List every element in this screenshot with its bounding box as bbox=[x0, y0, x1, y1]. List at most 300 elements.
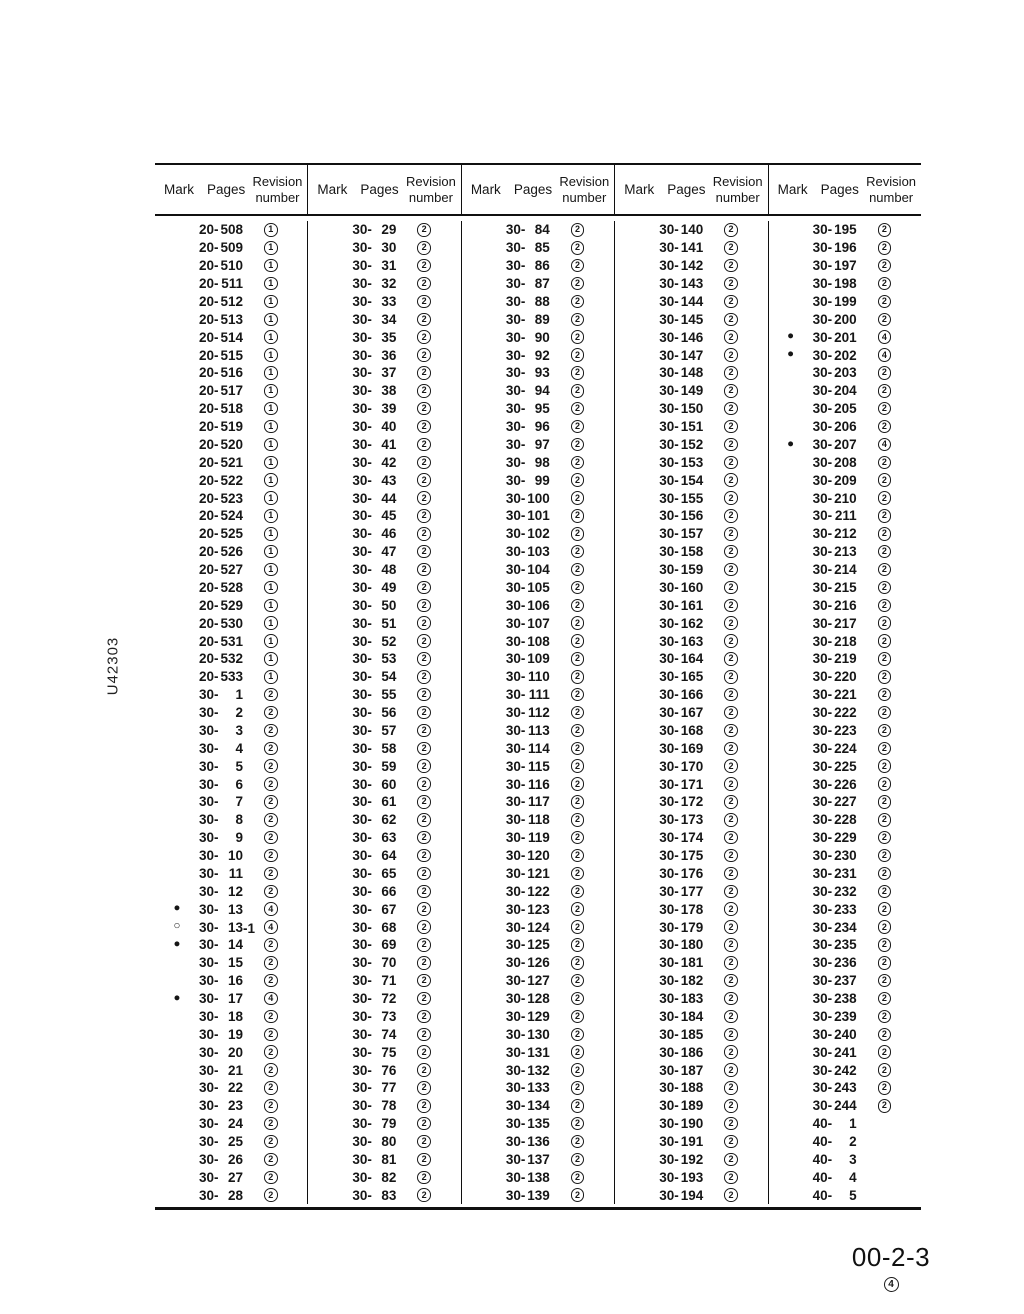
revision-number-circle: 2 bbox=[417, 616, 431, 630]
page-cell bbox=[813, 330, 857, 345]
page-cell bbox=[199, 991, 243, 1006]
page-prefix: 30- bbox=[812, 436, 833, 452]
revision-number-circle: 2 bbox=[878, 902, 892, 916]
page-cell bbox=[199, 830, 243, 845]
table-row bbox=[615, 489, 767, 507]
page-cell bbox=[352, 491, 396, 506]
page-prefix: 30- bbox=[659, 508, 679, 524]
page-prefix: 30- bbox=[659, 848, 679, 864]
revision-number-circle: 1 bbox=[264, 616, 278, 630]
table-row bbox=[308, 650, 460, 668]
table-row bbox=[462, 972, 614, 990]
page-cell bbox=[352, 723, 396, 738]
table-row bbox=[769, 793, 921, 811]
page-number: 81 bbox=[381, 1151, 397, 1167]
page-number: 530 bbox=[220, 615, 243, 631]
table-row bbox=[615, 1025, 767, 1043]
revision-number-circle: 2 bbox=[571, 1081, 585, 1095]
page-cell bbox=[199, 634, 243, 649]
header-revision-line1: Revision bbox=[712, 174, 763, 190]
page-cell bbox=[199, 705, 243, 720]
revision-number-circle: 2 bbox=[724, 581, 738, 595]
page-prefix: 30- bbox=[352, 1098, 372, 1114]
table-row bbox=[615, 1008, 767, 1026]
page-number: 139 bbox=[527, 1187, 550, 1203]
revision-number-circle: 2 bbox=[264, 867, 278, 881]
revision-number-circle: 2 bbox=[417, 563, 431, 577]
page-prefix: 30- bbox=[505, 669, 526, 685]
table-row bbox=[769, 1133, 921, 1151]
page-cell bbox=[506, 705, 550, 720]
revision-number-circle: 2 bbox=[264, 688, 278, 702]
table-row bbox=[615, 1168, 767, 1186]
table-row bbox=[615, 525, 767, 543]
page-number: 223 bbox=[834, 722, 857, 738]
revision-number-circle: 2 bbox=[417, 885, 431, 899]
page-cell bbox=[352, 1152, 396, 1167]
revision-number-circle: 2 bbox=[571, 223, 585, 237]
page-number: 159 bbox=[680, 562, 704, 578]
table-row bbox=[769, 668, 921, 686]
page-prefix: 30- bbox=[505, 347, 526, 363]
page-prefix: 20- bbox=[199, 544, 219, 560]
table-row bbox=[155, 489, 307, 507]
page-number: 130 bbox=[527, 1026, 550, 1042]
page-cell bbox=[352, 240, 396, 255]
revision-number-circle: 2 bbox=[571, 277, 585, 291]
revision-number-circle: 2 bbox=[264, 1045, 278, 1059]
table-row bbox=[462, 990, 614, 1008]
page-cell bbox=[352, 1063, 396, 1078]
page-cell bbox=[813, 580, 857, 595]
page-cell bbox=[659, 955, 703, 970]
revision-number-circle: 2 bbox=[571, 1028, 585, 1042]
page-cell bbox=[506, 1116, 550, 1131]
table-row bbox=[769, 1168, 921, 1186]
table-row bbox=[769, 882, 921, 900]
revision-number-circle: 2 bbox=[417, 1028, 431, 1042]
revision-number-circle: 2 bbox=[878, 706, 892, 720]
page-prefix: 30- bbox=[199, 883, 219, 899]
revision-number-circle: 2 bbox=[724, 706, 738, 720]
header-mark-label: Mark bbox=[164, 182, 194, 197]
table-row bbox=[462, 364, 614, 382]
revision-number-circle: 2 bbox=[878, 634, 892, 648]
revision-number-circle: 2 bbox=[724, 759, 738, 773]
table-row bbox=[155, 364, 307, 382]
page-number: 240 bbox=[834, 1026, 857, 1042]
table-row bbox=[462, 328, 614, 346]
page-number: 100 bbox=[527, 490, 550, 506]
revision-number-circle: 2 bbox=[417, 992, 431, 1006]
page-number: 115 bbox=[528, 758, 550, 774]
page-number: 107 bbox=[527, 615, 550, 631]
revision-number-circle: 2 bbox=[417, 813, 431, 827]
revision-number-circle: 1 bbox=[264, 670, 278, 684]
page-prefix: 20- bbox=[199, 526, 219, 542]
page-cell bbox=[813, 491, 857, 506]
page-prefix: 30- bbox=[199, 919, 219, 935]
page-number: 24 bbox=[227, 1116, 243, 1132]
table-row bbox=[308, 847, 460, 865]
page-prefix: 30- bbox=[659, 419, 679, 435]
page-prefix: 30- bbox=[812, 830, 833, 846]
revision-number-circle: 1 bbox=[264, 473, 278, 487]
page-prefix: 30- bbox=[505, 293, 526, 309]
page-number: 82 bbox=[381, 1169, 397, 1185]
table-row bbox=[155, 221, 307, 239]
page-prefix: 30- bbox=[352, 1062, 372, 1078]
revision-number-circle: 2 bbox=[878, 742, 892, 756]
page-prefix: 30- bbox=[199, 901, 219, 917]
revision-number-circle: 2 bbox=[724, 956, 738, 970]
page-cell bbox=[506, 294, 550, 309]
header-revision-line1: Revision bbox=[405, 174, 456, 190]
page-prefix: 30- bbox=[199, 722, 219, 738]
page-cell bbox=[659, 1080, 703, 1095]
page-number: 124 bbox=[527, 919, 550, 935]
page-number: 182 bbox=[680, 973, 704, 989]
table-row bbox=[615, 543, 767, 561]
footer-revision-circle: 4 bbox=[884, 1277, 899, 1292]
revision-number-circle: 2 bbox=[571, 1010, 585, 1024]
revision-number-circle: 2 bbox=[571, 742, 585, 756]
table-row bbox=[155, 1097, 307, 1115]
page-number: 28 bbox=[227, 1187, 243, 1203]
page-cell bbox=[813, 1045, 857, 1060]
page-prefix: 30- bbox=[812, 293, 833, 309]
page-cell bbox=[659, 312, 703, 327]
table-row bbox=[615, 418, 767, 436]
page-number: 513 bbox=[220, 311, 243, 327]
page-number: 76 bbox=[381, 1062, 397, 1078]
page-cell bbox=[352, 508, 396, 523]
page-number: 80 bbox=[381, 1134, 397, 1150]
table-row bbox=[769, 221, 921, 239]
table-row bbox=[155, 918, 307, 936]
revision-number-circle: 2 bbox=[571, 831, 585, 845]
table-row bbox=[155, 471, 307, 489]
table-row bbox=[462, 257, 614, 275]
page-prefix: 30- bbox=[352, 740, 372, 756]
page-prefix: 20- bbox=[199, 472, 219, 488]
page-number: 18 bbox=[227, 1008, 243, 1024]
page-number: 111 bbox=[528, 687, 550, 703]
page-cell bbox=[506, 759, 550, 774]
page-prefix: 30- bbox=[812, 490, 833, 506]
page-number: 206 bbox=[834, 419, 857, 435]
page-cell bbox=[199, 741, 243, 756]
page-number: 56 bbox=[381, 705, 397, 721]
table-row bbox=[769, 400, 921, 418]
table-row bbox=[308, 346, 460, 364]
page-prefix: 30- bbox=[505, 1044, 526, 1060]
table-row bbox=[308, 1186, 460, 1204]
table-row bbox=[462, 418, 614, 436]
header-mark-label: Mark bbox=[470, 182, 501, 197]
page-prefix: 30- bbox=[352, 490, 372, 506]
table-row bbox=[155, 293, 307, 311]
page-prefix: 30- bbox=[352, 1151, 372, 1167]
page-prefix: 30- bbox=[812, 651, 833, 667]
page-cell bbox=[659, 473, 703, 488]
table-row bbox=[769, 775, 921, 793]
page-number: 12 bbox=[227, 883, 243, 899]
revision-number-circle: 1 bbox=[264, 545, 278, 559]
revision-number-circle: 2 bbox=[571, 902, 585, 916]
revision-number-circle: 1 bbox=[264, 384, 278, 398]
page-cell bbox=[352, 1009, 396, 1024]
table-row bbox=[615, 775, 767, 793]
page-cell bbox=[659, 580, 703, 595]
page-cell bbox=[199, 1027, 243, 1042]
page-cell bbox=[813, 276, 857, 291]
table-row bbox=[769, 418, 921, 436]
table-row bbox=[308, 739, 460, 757]
page-number: 518 bbox=[220, 401, 243, 417]
page-prefix: 30- bbox=[659, 1080, 679, 1096]
page-number: 169 bbox=[680, 740, 704, 756]
page-cell bbox=[352, 669, 396, 684]
page-number: 128 bbox=[527, 991, 550, 1007]
page-cell bbox=[506, 794, 550, 809]
page-number: 509 bbox=[220, 240, 243, 256]
table-row bbox=[769, 829, 921, 847]
page-cell bbox=[813, 973, 857, 988]
page-number: 134 bbox=[527, 1098, 550, 1114]
page-cell bbox=[506, 973, 550, 988]
page-prefix: 30- bbox=[352, 919, 372, 935]
page-number: 1 bbox=[235, 687, 243, 703]
page-prefix: 30- bbox=[352, 687, 372, 703]
table-row bbox=[308, 328, 460, 346]
page-prefix: 30- bbox=[352, 758, 372, 774]
revision-number-circle: 2 bbox=[417, 1081, 431, 1095]
page-prefix: 30- bbox=[659, 705, 679, 721]
page-number: 202 bbox=[834, 347, 857, 363]
page-cell bbox=[352, 437, 396, 452]
revision-number-circle: 2 bbox=[571, 1188, 585, 1202]
page-prefix: 30- bbox=[812, 329, 833, 345]
header-group bbox=[461, 165, 614, 214]
page-prefix: 30- bbox=[505, 1098, 526, 1114]
page-number: 98 bbox=[534, 454, 550, 470]
page-number: 102 bbox=[527, 526, 550, 542]
table-row bbox=[462, 632, 614, 650]
table-row bbox=[155, 400, 307, 418]
table-row bbox=[155, 614, 307, 632]
page-cell bbox=[659, 1009, 703, 1024]
page-cell bbox=[659, 1063, 703, 1078]
page-cell bbox=[199, 1009, 243, 1024]
table-row bbox=[308, 954, 460, 972]
page-number: 212 bbox=[834, 526, 857, 542]
page-number: 32 bbox=[381, 276, 397, 292]
page-prefix: 30- bbox=[812, 973, 833, 989]
page-cell bbox=[813, 437, 857, 452]
table-row bbox=[462, 1025, 614, 1043]
table-row bbox=[308, 936, 460, 954]
page-number: 152 bbox=[680, 436, 704, 452]
page-cell bbox=[199, 508, 243, 523]
page-prefix: 30- bbox=[199, 705, 219, 721]
page-prefix: 30- bbox=[812, 383, 833, 399]
revision-number-circle: 1 bbox=[264, 456, 278, 470]
table-row bbox=[308, 632, 460, 650]
page-cell bbox=[813, 937, 857, 952]
revision-number-circle: 2 bbox=[571, 920, 585, 934]
table-row bbox=[308, 561, 460, 579]
page-number: 79 bbox=[381, 1116, 397, 1132]
page-cell bbox=[813, 598, 857, 613]
revision-number-circle: 2 bbox=[417, 1153, 431, 1167]
table-row bbox=[462, 793, 614, 811]
page-cell bbox=[506, 848, 550, 863]
page-prefix: 30- bbox=[659, 258, 679, 274]
revision-number-circle: 2 bbox=[724, 1063, 738, 1077]
page-cell bbox=[659, 1027, 703, 1042]
page-prefix: 30- bbox=[659, 830, 679, 846]
header-revision-label bbox=[713, 174, 763, 205]
page-prefix: 30- bbox=[352, 901, 372, 917]
revision-number-circle: 2 bbox=[724, 1188, 738, 1202]
revision-number-circle: 2 bbox=[878, 724, 892, 738]
page-cell bbox=[199, 777, 243, 792]
page-prefix: 30- bbox=[352, 579, 372, 595]
revision-number-circle: 2 bbox=[724, 1010, 738, 1024]
revision-number-circle: 2 bbox=[264, 1153, 278, 1167]
page-cell bbox=[199, 348, 243, 363]
page-prefix: 30- bbox=[812, 1044, 833, 1060]
table-row bbox=[155, 328, 307, 346]
page-number: 512 bbox=[220, 293, 243, 309]
page-prefix: 30- bbox=[505, 991, 526, 1007]
table-row bbox=[615, 918, 767, 936]
page-prefix: 30- bbox=[199, 776, 219, 792]
page-number: 236 bbox=[834, 955, 857, 971]
revision-number-circle: 2 bbox=[724, 1081, 738, 1095]
table-row bbox=[769, 436, 921, 454]
page-number: 170 bbox=[680, 758, 704, 774]
page-number: 230 bbox=[834, 848, 857, 864]
table-column bbox=[155, 221, 307, 1204]
table-header bbox=[155, 165, 921, 216]
revision-number-circle: 2 bbox=[724, 259, 738, 273]
header-revision-label bbox=[559, 174, 609, 205]
table-row bbox=[462, 596, 614, 614]
revision-number-circle: 2 bbox=[264, 1117, 278, 1131]
page-prefix: 30- bbox=[505, 776, 526, 792]
page-cell bbox=[199, 1063, 243, 1078]
table-row bbox=[615, 686, 767, 704]
header-revision-label bbox=[253, 174, 303, 205]
page-prefix: 20- bbox=[199, 508, 219, 524]
revision-number-circle: 2 bbox=[571, 313, 585, 327]
page-prefix: 20- bbox=[199, 490, 219, 506]
page-number: 52 bbox=[381, 633, 397, 649]
header-revision-line2: number bbox=[869, 189, 914, 205]
page-cell bbox=[659, 759, 703, 774]
revision-number-circle: 2 bbox=[417, 491, 431, 505]
table-row bbox=[462, 1008, 614, 1026]
table-row bbox=[155, 954, 307, 972]
page-number: 72 bbox=[381, 991, 397, 1007]
revision-number-circle: 2 bbox=[571, 956, 585, 970]
table-row bbox=[462, 882, 614, 900]
table-row bbox=[308, 686, 460, 704]
header-pages-label: Pages bbox=[820, 182, 859, 197]
revision-number-circle: 2 bbox=[571, 652, 585, 666]
page-cell bbox=[352, 920, 396, 935]
page-number: 4 bbox=[235, 740, 243, 756]
page-cell bbox=[352, 1080, 396, 1095]
page-prefix: 30- bbox=[659, 901, 679, 917]
page-prefix: 30- bbox=[505, 1080, 526, 1096]
page-cell bbox=[659, 365, 703, 380]
page-cell bbox=[659, 294, 703, 309]
table-row bbox=[308, 775, 460, 793]
revision-number-circle: 2 bbox=[264, 1188, 278, 1202]
filled-circle-mark: ● bbox=[787, 437, 795, 450]
page-cell bbox=[659, 616, 703, 631]
page-prefix: 30- bbox=[352, 329, 372, 345]
revision-number-circle: 2 bbox=[571, 813, 585, 827]
page-cell bbox=[506, 669, 550, 684]
page-number: 54 bbox=[381, 669, 397, 685]
page-number: 208 bbox=[834, 454, 857, 470]
page-cell bbox=[506, 508, 550, 523]
page-cell bbox=[506, 491, 550, 506]
page-prefix: 30- bbox=[505, 705, 526, 721]
page-cell bbox=[352, 794, 396, 809]
page-prefix: 30- bbox=[659, 794, 679, 810]
table-row bbox=[769, 328, 921, 346]
page-number: 135 bbox=[527, 1116, 550, 1132]
page-cell bbox=[352, 222, 396, 237]
page-cell bbox=[352, 1170, 396, 1185]
table-row bbox=[308, 1043, 460, 1061]
page-number: 158 bbox=[680, 544, 704, 560]
page-prefix: 30- bbox=[505, 830, 526, 846]
table-row bbox=[615, 739, 767, 757]
page-prefix: 30- bbox=[352, 597, 372, 613]
page-prefix: 30- bbox=[352, 776, 372, 792]
page-prefix: 30- bbox=[812, 347, 833, 363]
page-prefix: 30- bbox=[659, 615, 679, 631]
page-number: 204 bbox=[834, 383, 857, 399]
page-number: 25 bbox=[227, 1134, 243, 1150]
page-prefix: 30- bbox=[352, 508, 372, 524]
page-number: 209 bbox=[834, 472, 857, 488]
page-cell bbox=[352, 330, 396, 345]
revision-number-circle: 2 bbox=[571, 795, 585, 809]
filled-circle-mark: ● bbox=[173, 991, 181, 1004]
revision-table bbox=[155, 163, 921, 1210]
page-cell bbox=[352, 973, 396, 988]
page-cell bbox=[813, 401, 857, 416]
page-cell bbox=[813, 1009, 857, 1024]
table-row bbox=[615, 328, 767, 346]
page-cell bbox=[352, 812, 396, 827]
page-number: 10 bbox=[227, 848, 243, 864]
revision-number-circle: 2 bbox=[878, 813, 892, 827]
page-prefix: 30- bbox=[199, 1169, 219, 1185]
page-cell bbox=[813, 562, 857, 577]
page-prefix: 30- bbox=[812, 722, 833, 738]
revision-number-circle: 2 bbox=[571, 509, 585, 523]
page-number: 525 bbox=[220, 526, 243, 542]
page-number: 21 bbox=[227, 1062, 243, 1078]
